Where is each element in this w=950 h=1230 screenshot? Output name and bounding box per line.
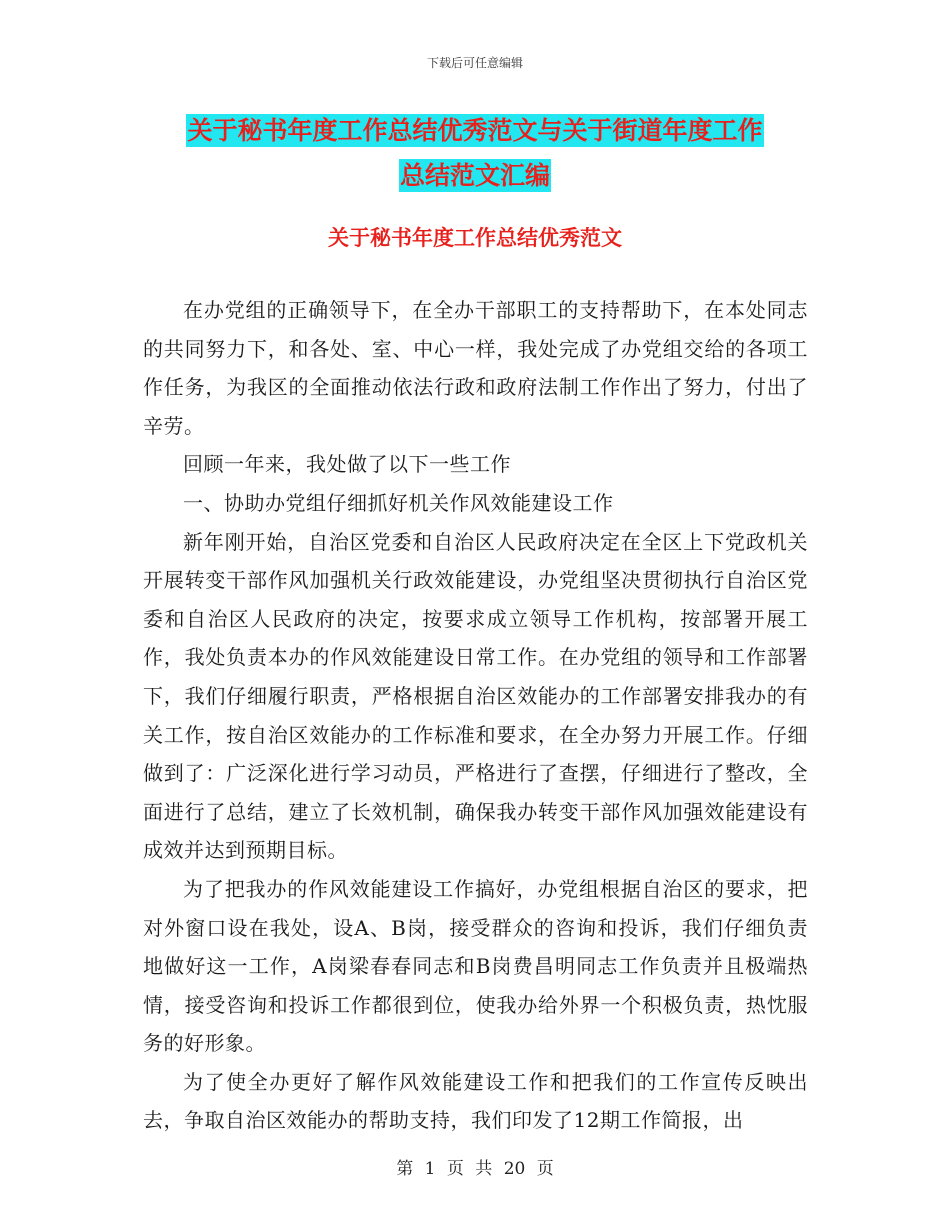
page-number: 第 1 页 共 20 页 [396, 1159, 554, 1179]
paragraph: 回顾一年来，我处做了以下一些工作 [183, 452, 511, 477]
document-title [0, 108, 950, 198]
section-heading: 关于秘书年度工作总结优秀范文 [328, 226, 622, 250]
paragraph: 为了使全办更好了解作风效能建设工作和把我们的工作宣传反映出去，争取自治区效能办的帮助支持，我们印发了12期工作简报，出 [143, 1069, 808, 1133]
paragraph: 一、协助办党组仔细抓好机关作风效能建设工作 [183, 490, 614, 515]
document-title-line-1 [0, 108, 950, 153]
document-title-line-2 [0, 153, 950, 198]
paragraph: 在办党组的正确领导下，在全办干部职工的支持帮助下，在本处同志的共同努力下，和各处、室、中心一样，我处完成了办党组交给的各项工作任务，为我区的全面推动依法行政和政府法制工作作出了努力，付出了辛劳。 [143, 298, 808, 438]
title-highlight-1: 关于秘书年度工作总结优秀范文与关于街道年度工作 [187, 116, 763, 145]
title-highlight-2: 总结范文汇编 [399, 161, 550, 190]
page-header-note: 下载后可任意编辑 [426, 56, 523, 70]
paragraph: 为了把我办的作风效能建设工作搞好，办党组根据自治区的要求，把对外窗口设在我处，设A、B岗，接受群众的咨询和投诉，我们仔细负责地做好这一工作，A岗梁春春同志和B岗费昌明同志工作负责并且极端热情，接受咨询和投诉工作都很到位，使我办给外界一个积极负责，热忱服务的好形象。 [143, 876, 808, 1056]
paragraph: 新年刚开始，自治区党委和自治区人民政府决定在全区上下党政机关开展转变干部作风加强机关行政效能建设，办党组坚决贯彻执行自治区党委和自治区人民政府的决定，按要求成立领导工作机构，按部署开展工作，我处负责本办的作风效能建设日常工作。在办党组的领导和工作部署下，我们仔细履行职责，严格根据自治区效能办的工作部署安排我办的有关工作，按自治区效能办的工作标准和要求，在全办努力开展工作。仔细做到了：广泛深化进行学习动员，严格进行了查摆，仔细进行了整改，全面进行了总结，建立了长效机制，确保我办转变干部作风加强效能建设有成效并达到预期目标。 [143, 529, 808, 863]
body-text [143, 291, 808, 1140]
